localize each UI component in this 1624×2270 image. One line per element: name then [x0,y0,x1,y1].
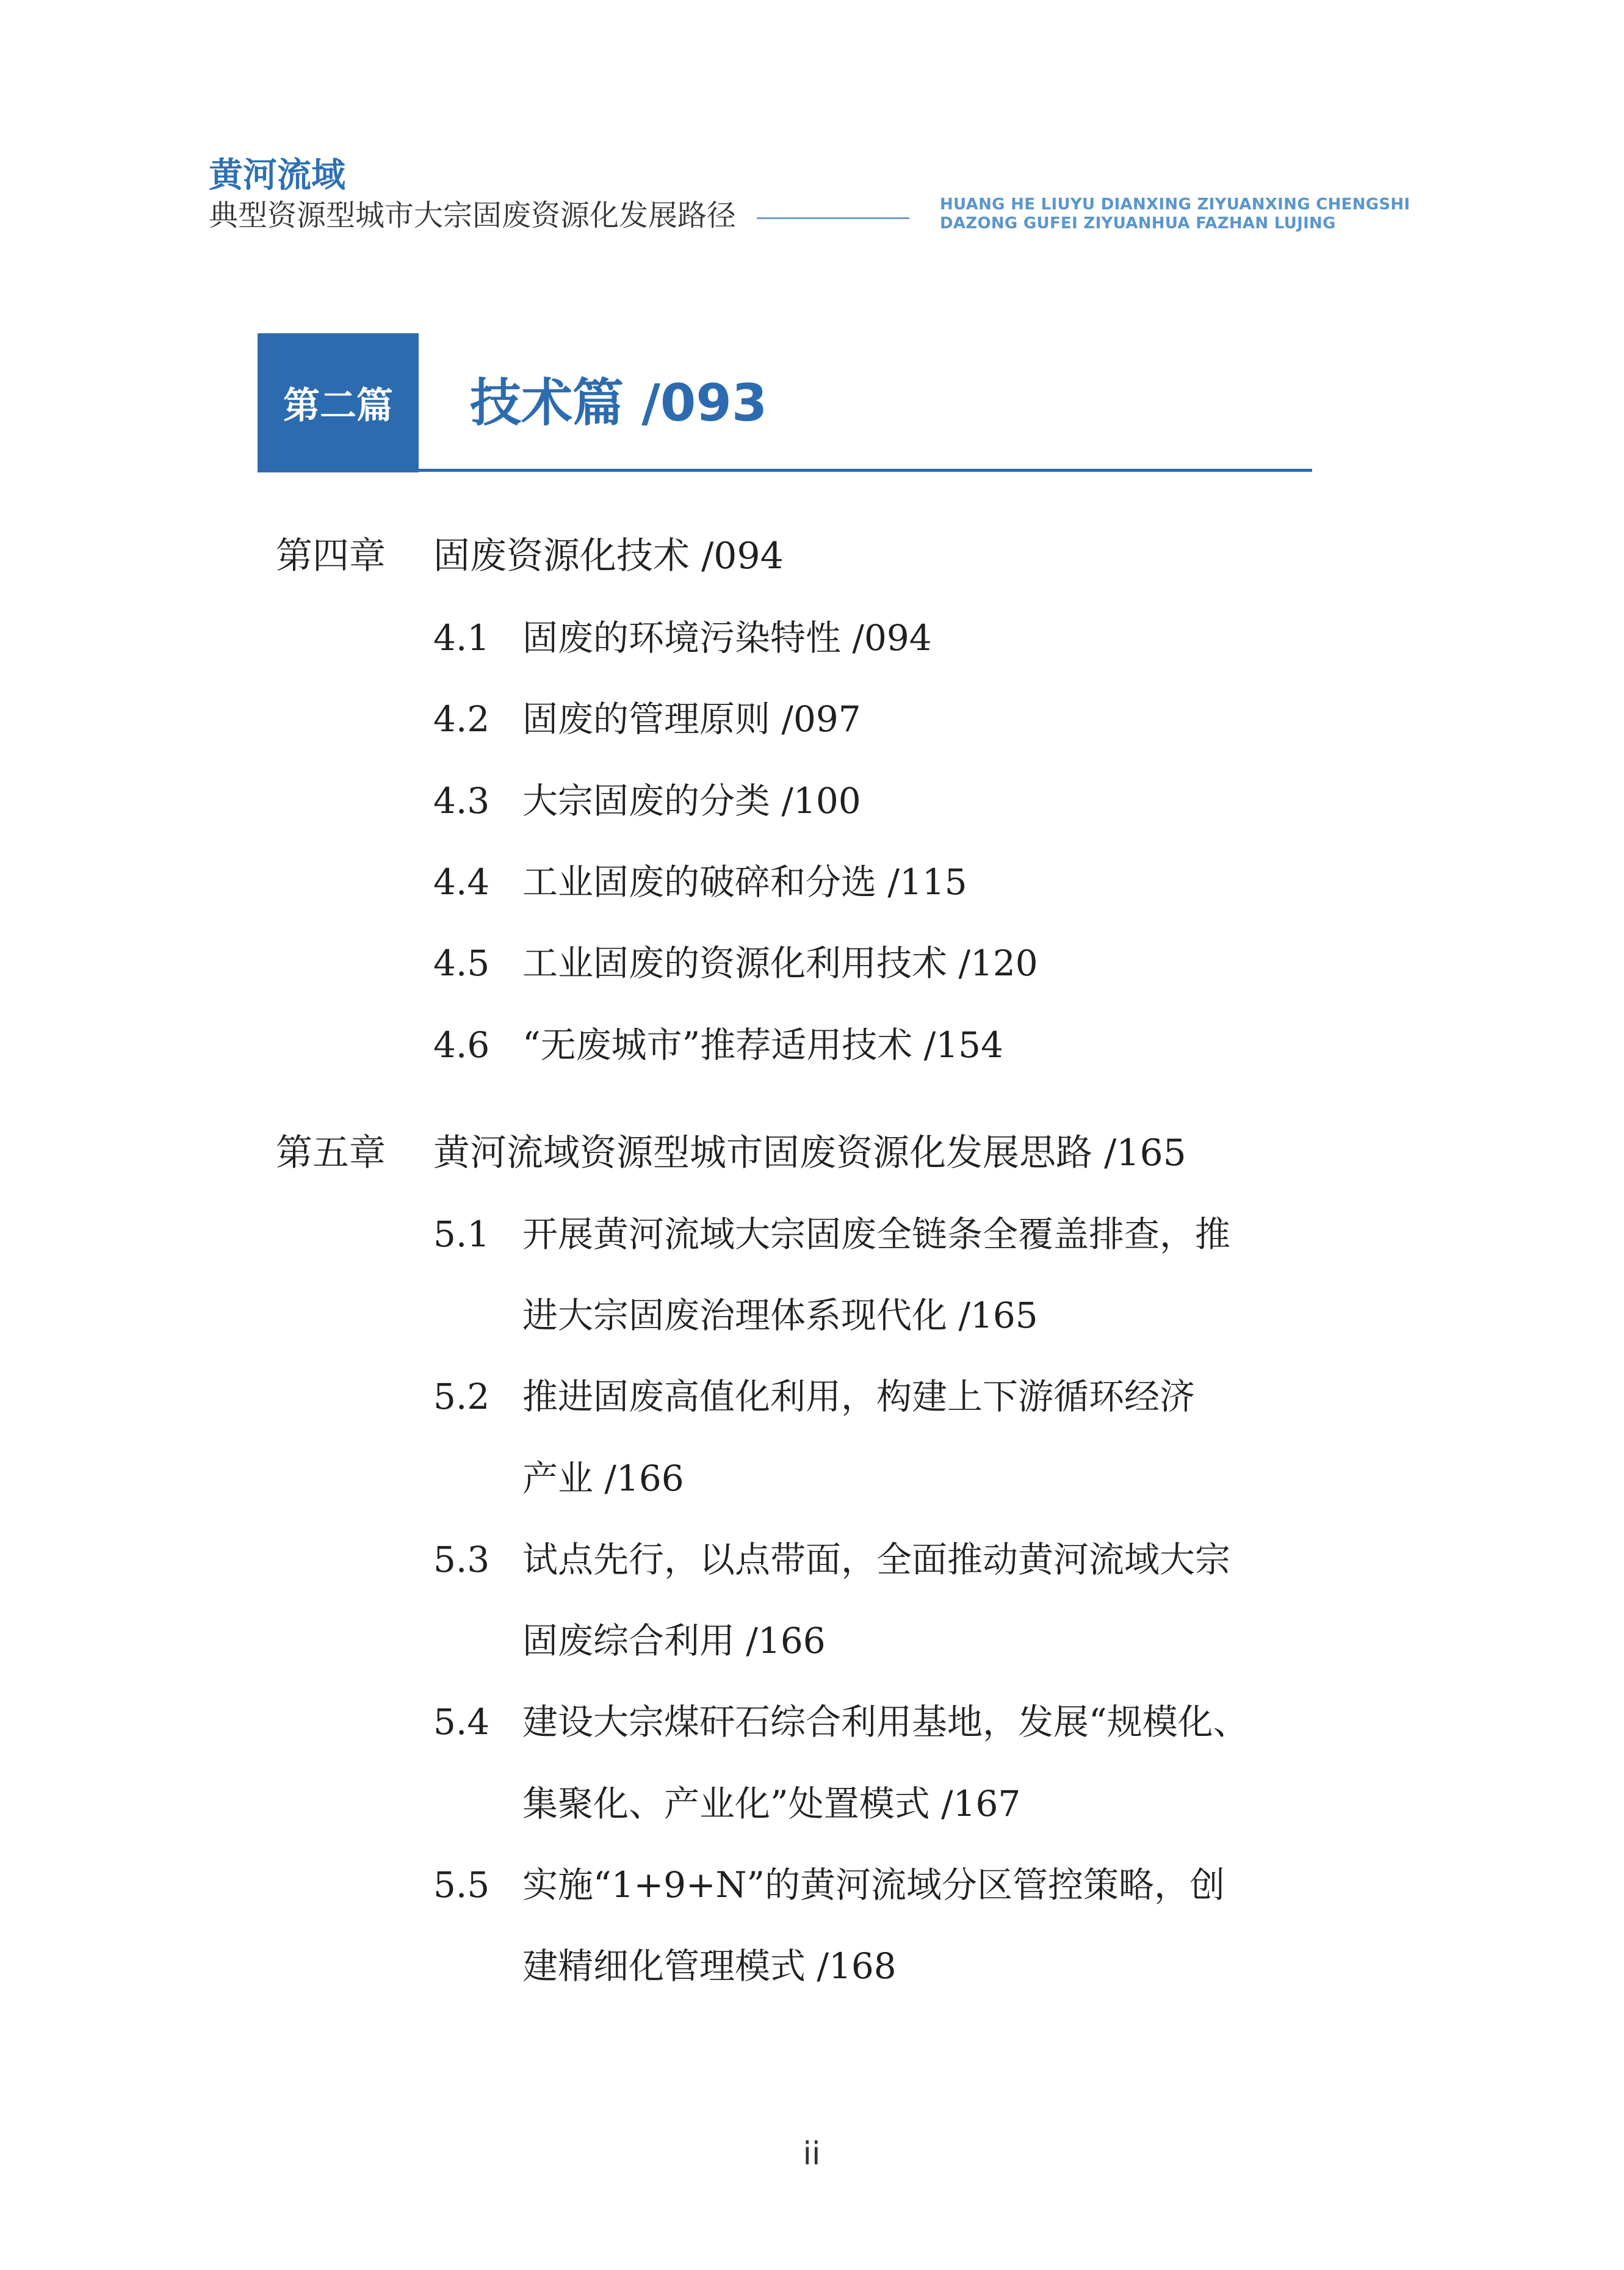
section-number: 4.4 [433,861,490,903]
chapter-number: 第五章 [276,1132,386,1174]
section-number: 5.4 [433,1701,490,1743]
section-title-line-2: 固废综合利用 /166 [522,1620,826,1661]
part-title: 技术篇 /093 [470,373,768,433]
part-label-box [258,333,419,472]
chapter-title: 黄河流域资源型城市固废资源化发展思路 /165 [433,1132,1186,1174]
section-title-line-1: 试点先行，以点带面，全面推动黄河流域大宗 [522,1539,1231,1580]
section-title-line-2: 产业 /166 [522,1458,684,1499]
section-number: 4.5 [433,942,490,984]
book-title: 典型资源型城市大宗固废资源化发展路径 [209,198,737,233]
section-number: 4.2 [433,698,490,740]
section-title: “无废城市”推荐适用技术 /154 [522,1024,1003,1066]
section-number: 5.5 [433,1864,490,1906]
pinyin-line-1: HUANG HE LIUYU DIANXING ZIYUANXING CHENGSHI [940,195,1410,214]
section-title-line-1: 实施“1+9+N”的黄河流域分区管控策略，创 [522,1864,1225,1906]
section-number: 4.3 [433,780,490,822]
book-series-title: 黄河流域 [209,156,345,195]
section-title: 固废的管理原则 /097 [522,698,861,740]
section-title-line-1: 建设大宗煤矸石综合利用基地，发展“规模化、 [522,1701,1249,1743]
section-title-line-2: 进大宗固废治理体系现代化 /165 [522,1295,1038,1336]
header-divider [757,217,909,219]
chapter-number: 第四章 [276,535,386,577]
section-number: 4.1 [433,617,490,659]
page-number: ii [803,2136,821,2172]
section-number: 5.2 [433,1376,490,1417]
section-title-line-1: 开展黄河流域大宗固废全链条全覆盖排查，推 [522,1213,1231,1255]
section-title: 工业固废的破碎和分选 /115 [522,861,967,903]
section-title: 工业固废的资源化利用技术 /120 [522,942,1038,984]
pinyin-line-2: DAZONG GUFEI ZIYUANHUA FAZHAN LUJING [940,214,1336,233]
section-title-line-2: 集聚化、产业化”处置模式 /167 [522,1783,1021,1824]
section-title: 固废的环境污染特性 /094 [522,617,932,659]
section-number: 4.6 [433,1024,490,1066]
section-number: 5.3 [433,1539,490,1580]
chapter-title: 固废资源化技术 /094 [433,535,784,577]
section-title: 大宗固废的分类 /100 [522,780,861,822]
section-title-line-2: 建精细化管理模式 /168 [522,1945,897,1987]
part-underline [258,469,1312,472]
book-title-pinyin [940,195,1410,233]
part-label: 第二篇 [283,385,393,427]
section-number: 5.1 [433,1213,490,1255]
section-title-line-1: 推进固废高值化利用，构建上下游循环经济 [522,1376,1196,1417]
